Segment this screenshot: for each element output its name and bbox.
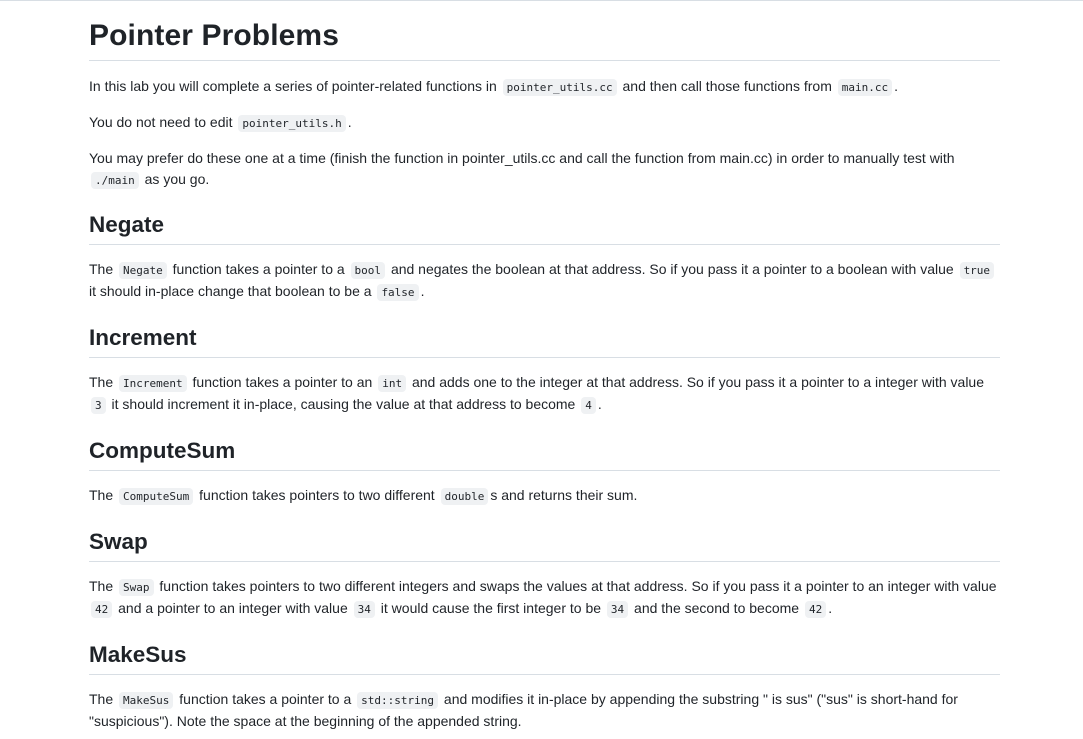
inline-code: pointer_utils.h — [238, 115, 345, 132]
inline-code: 42 — [91, 601, 112, 618]
text: as you go. — [144, 171, 210, 187]
text: it should increment it in-place, causing the value at that address to become — [111, 396, 576, 412]
inline-code: ComputeSum — [119, 488, 193, 505]
inline-code: 34 — [354, 601, 375, 618]
text: In this lab you will complete a series of pointer-related functions in — [89, 78, 497, 94]
text: You do not need to edit — [89, 114, 233, 130]
intro-paragraph-1 — [89, 76, 1000, 98]
page-title: Pointer Problems — [89, 1, 1000, 61]
text: function takes a pointer to a — [172, 261, 345, 277]
text: function takes a pointer to an — [192, 374, 373, 390]
markdown-document — [89, 1, 1000, 732]
inline-code: main.cc — [838, 79, 892, 96]
text: and then call those functions from — [622, 78, 832, 94]
text: The — [89, 691, 114, 707]
intro-paragraph-2 — [89, 112, 1000, 134]
inline-code: MakeSus — [119, 692, 173, 709]
text: . — [420, 283, 425, 299]
text: and adds one to the integer at that address. So if you pass it a pointer to a integer with value — [411, 374, 984, 390]
inline-code: bool — [351, 262, 386, 279]
inline-code: 34 — [607, 601, 628, 618]
text: . — [347, 114, 352, 130]
text: and modifies it in-place by appending the substring " is sus" ("sus" is short-hand for "suspicious"). Note the space at the beginning of the appended string. — [89, 691, 958, 729]
inline-code: double — [441, 488, 489, 505]
inline-code: Swap — [119, 579, 154, 596]
text: The — [89, 374, 114, 390]
inline-code: pointer_utils.cc — [503, 79, 617, 96]
inline-code: std::string — [357, 692, 438, 709]
section-heading-increment: Increment — [89, 324, 1000, 358]
text: function takes a pointer to a — [179, 691, 352, 707]
text: . — [597, 396, 602, 412]
inline-code: Increment — [119, 375, 187, 392]
text: The — [89, 578, 114, 594]
text: function takes pointers to two different integers and swaps the values at that address. So if you pass it a pointer to an integer with value — [159, 578, 997, 594]
text: The — [89, 487, 114, 503]
inline-code: int — [378, 375, 406, 392]
section-heading-negate: Negate — [89, 211, 1000, 245]
text: s and returns their sum. — [490, 487, 638, 503]
section-heading-makesus: MakeSus — [89, 641, 1000, 675]
inline-code: true — [960, 262, 995, 279]
inline-code: false — [377, 284, 418, 301]
inline-code: 3 — [91, 397, 106, 414]
text: it should in-place change that boolean to be a — [89, 283, 372, 299]
text: and negates the boolean at that address. So if you pass it a pointer to a boolean with value — [390, 261, 954, 277]
text: and a pointer to an integer with value — [118, 600, 348, 616]
text: . — [894, 78, 898, 94]
inline-code: Negate — [119, 262, 167, 279]
text: . — [828, 600, 833, 616]
text: The — [89, 261, 114, 277]
negate-paragraph — [89, 259, 1000, 303]
section-heading-swap: Swap — [89, 528, 1000, 562]
text: function takes pointers to two different — [199, 487, 435, 503]
section-heading-computesum: ComputeSum — [89, 437, 1000, 471]
text: and the second to become — [634, 600, 800, 616]
swap-paragraph — [89, 576, 1000, 620]
intro-paragraph-3 — [89, 148, 1000, 191]
makesus-paragraph — [89, 689, 1000, 732]
inline-code: 4 — [581, 397, 596, 414]
computesum-paragraph — [89, 485, 1000, 507]
text: You may prefer do these one at a time (finish the function in pointer_utils.cc and call the function from main.cc) in order to manually test with — [89, 150, 955, 166]
text: it would cause the first integer to be — [380, 600, 602, 616]
increment-paragraph — [89, 372, 1000, 416]
inline-code: ./main — [91, 172, 139, 189]
inline-code: 42 — [805, 601, 826, 618]
